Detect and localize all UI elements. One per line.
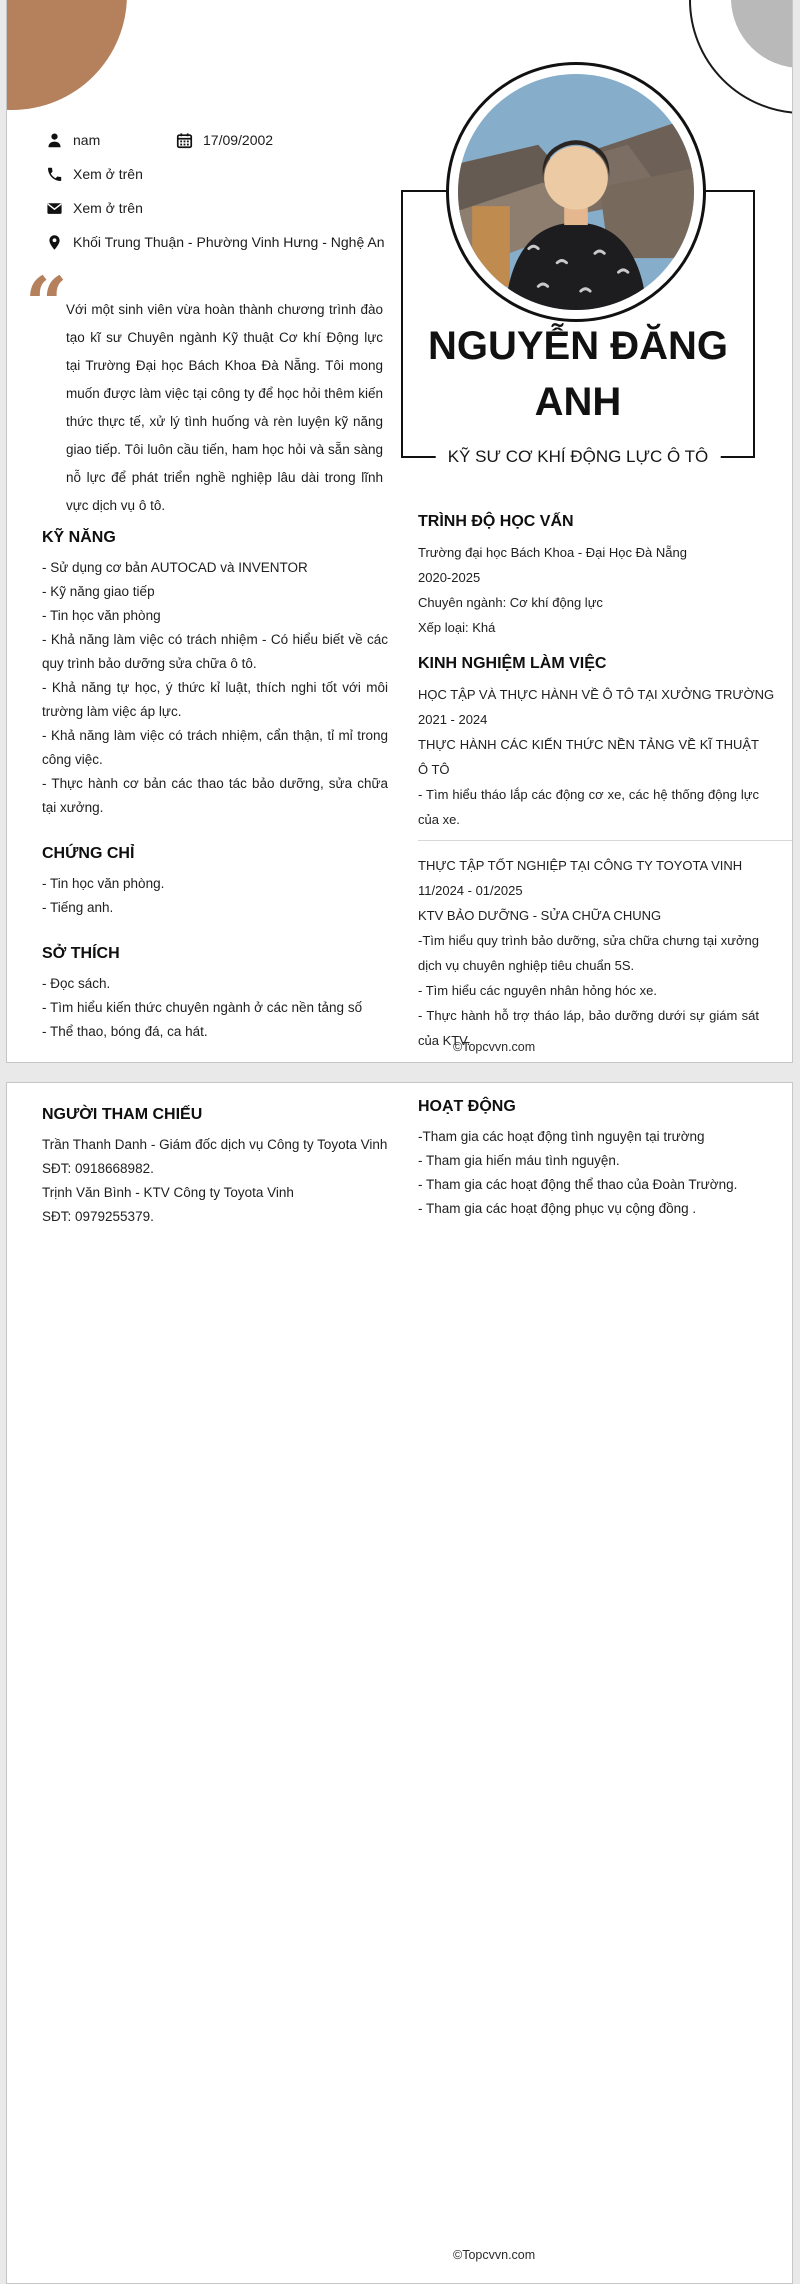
activities-title: HOẠT ĐỘNG [418,1098,516,1115]
full-name: NGUYỄN ĐĂNG ANH [427,324,729,424]
education-period: 2020-2025 [418,570,481,585]
experience-bullet: -Tìm hiểu quy trình bảo dưỡng, sửa chữa chưng tại xưởng dịch vụ chuyên nghiệp tiêu chuẩn 5S. [418,933,759,973]
gender-row [46,130,100,150]
activity-item: - Tham gia hiến máu tình nguyện. [418,1153,620,1168]
experience-heading: THỰC TẬP TỐT NGHIỆP TẠI CÔNG TY TOYOTA VINH [418,858,743,873]
activity-item: - Tham gia các hoạt động phục vụ cộng đồng . [418,1201,697,1216]
skill-item: - Khả năng tự học, ý thức kỉ luật, thích nghi tốt với môi trường làm việc áp lực. [42,680,388,719]
activity-item: - Tham gia các hoạt động thể thao của Đoàn Trường. [418,1177,738,1192]
cv-page-2 [6,1082,793,2284]
brown-corner-circle [6,0,127,110]
phone-row [46,164,143,184]
address-row [46,232,385,252]
location-icon [46,234,63,251]
email-row [46,198,143,218]
quote-icon: “ [25,262,68,348]
email-icon [46,200,63,217]
experience-role: THỰC HÀNH CÁC KIẾN THỨC NỀN TẢNG VỀ KĨ THUẬT Ô TÔ [418,737,759,777]
experience-period: 11/2024 - 01/2025 [418,883,523,898]
portrait-illustration [458,74,694,310]
experience-heading: HỌC TẬP VÀ THỰC HÀNH VỀ Ô TÔ TẠI XƯỞNG TRƯỜNG [418,687,775,702]
phone-icon [46,166,63,183]
references-title: NGƯỜI THAM CHIẾU [42,1106,203,1123]
address-value: Khối Trung Thuận - Phường Vinh Hưng - Nghệ An [73,234,385,250]
activities-section [418,1097,778,1221]
experience-entry [418,853,759,1053]
certificate-item: - Tiếng anh. [42,900,114,915]
certificates-title: CHỨNG CHỈ [42,845,135,862]
experience-role: KTV BẢO DƯỠNG - SỬA CHỮA CHUNG [418,908,662,923]
education-title: TRÌNH ĐỘ HỌC VẤN [418,513,574,530]
skill-item: - Sử dụng cơ bản AUTOCAD và INVENTOR [42,560,308,575]
birth-date-row [176,130,273,150]
skill-item: - Khả năng làm việc có trách nhiệm - Có hiểu biết về các quy trình bảo dưỡng sửa chữa ô tô. [42,632,388,671]
experience-bullet: - Tìm hiểu tháo lắp các động cơ xe, các hệ thống động lực của xe. [418,787,759,827]
gender-value: nam [73,132,101,148]
hobby-item: - Thể thao, bóng đá, ca hát. [42,1024,208,1039]
career-objective: Với một sinh viên vừa hoàn thành chương trình đào tạo kĩ sư Chuyên ngành Kỹ thuật Cơ khí Động lực tại Trường Đại học Bách Khoa Đà Nẵng. Tôi mong muốn được làm việc tại công ty để học hỏi thêm kiến thức thực tế, xử lý tình huống và rèn luyện kỹ năng giao tiếp. Tôi luôn cầu tiến, ham học hỏi và sẵn sàng nỗ lực để phát triển nghề nghiệp lâu dài trong lĩnh vực dịch vụ ô tô. [66,302,383,513]
experience-entry [418,682,775,832]
education-grade: Xếp loại: Khá [418,620,496,635]
experience-period: 2021 - 2024 [418,712,488,727]
reference-line: Trần Thanh Danh - Giám đốc dịch vụ Công ty Toyota Vinh [42,1137,388,1152]
experience-title: KINH NGHIỆM LÀM VIỆC [418,655,607,672]
left-column [42,528,388,1044]
hobby-item: - Tìm hiểu kiến thức chuyên ngành ở các nền tảng số [42,1000,363,1015]
reference-line: SĐT: 0979255379. [42,1209,154,1224]
cv-page-1 [6,0,793,1063]
phone-value: Xem ở trên [73,166,143,182]
skill-item: - Khả năng làm việc có trách nhiệm, cẩn thận, tỉ mỉ trong công việc. [42,728,388,767]
experience-bullet: - Tìm hiểu các nguyên nhân hỏng hóc xe. [418,983,657,998]
profile-photo [446,62,706,322]
skills-title: KỸ NĂNG [42,529,116,546]
activity-item: -Tham gia các hoạt động tình nguyện tại trường [418,1129,705,1144]
skill-item: - Thực hành cơ bản các thao tác bảo dưỡng, sửa chữa tại xưởng. [42,776,388,815]
hobbies-title: SỞ THÍCH [42,945,120,962]
education-school: Trường đại học Bách Khoa - Đại Học Đà Nẵng [418,545,687,560]
user-icon [46,132,63,149]
education-major: Chuyên ngành: Cơ khí động lực [418,595,603,610]
right-column [418,512,775,1053]
hobby-item: - Đọc sách. [42,976,111,991]
job-title: KỸ SƯ CƠ KHÍ ĐỘNG LỰC Ô TÔ [436,447,721,467]
watermark-page1: ©Topcvvn.com [453,1040,536,1054]
birth-date-value: 17/09/2002 [203,132,274,148]
reference-line: SĐT: 0918668982. [42,1161,154,1176]
skill-item: - Kỹ năng giao tiếp [42,584,155,599]
calendar-icon [176,132,193,149]
email-value: Xem ở trên [73,200,143,216]
watermark-page2: ©Topcvvn.com [453,2248,536,2262]
experience-bullet: - Thực hành hỗ trợ tháo láp, bảo dưỡng dưới sự giám sát của KTV. [418,1008,759,1048]
certificate-item: - Tin học văn phòng. [42,876,165,891]
profile-photo-image [458,74,694,310]
experience-divider [418,840,793,841]
reference-line: Trịnh Văn Bình - KTV Công ty Toyota Vinh [42,1185,294,1200]
skill-item: - Tin học văn phòng [42,608,161,623]
references-section [42,1105,402,1229]
